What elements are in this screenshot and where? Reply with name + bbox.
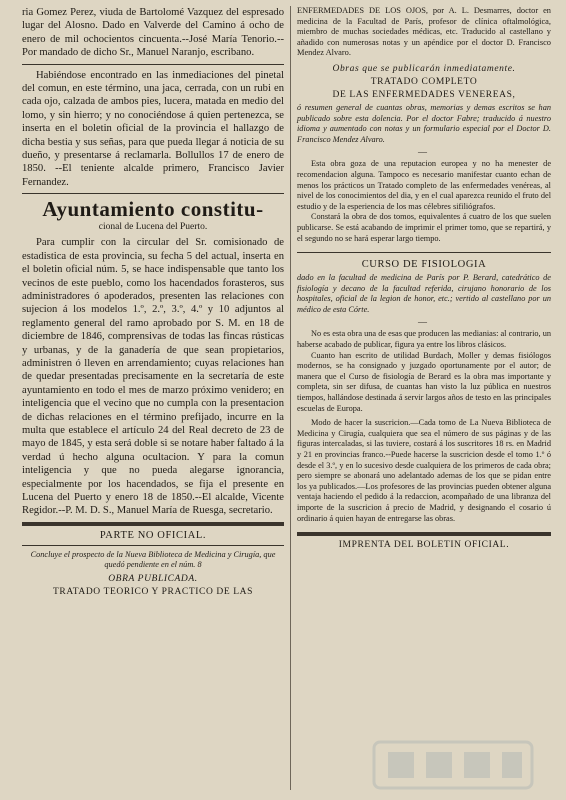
venereas-description: ó resumen general de cuantas obras, memorias y demas escritos se han publicado sobre esta dolencia. Por el doctor Fabre; traducido á nuestro idioma y aumentado con notas y un formulario especial por el Doctor D. Francisco Mendez Alvaro. [297, 102, 551, 144]
ayuntamiento-heading: Ayuntamiento constitu- [42, 197, 264, 222]
obras-se-publicaran: Obras que se publicarán inmediatamente. [332, 63, 516, 74]
divider [22, 193, 284, 194]
small-rule: — [418, 317, 430, 328]
divider [22, 64, 284, 65]
paragraph-constara: Constará la obra de dos tomos, equivalentes á cuatro de los que suelen publicarse. Se está acabando de imprimir el primer tomo, que se repartirá, y el segundo no se hará esperar largo tiempo. [297, 212, 551, 243]
paragraph-cuanto: Cuanto han escrito de utilidad Burdach, Moller y demas fisiólogos modernos, se ha consignado y juzgado oportunamente por el autor; de manera que el Curso de fisiología de Berard es la obra mas importante y completa, sin ser difusa, de cuantas han visto la luz pública en nuestros tiempos, hallándose destinada á servir largos años de testo en las principales escuelas de Europa. [297, 350, 551, 413]
curso-description: dado en la facultad de medicina de París por P. Berard, catedrático de fisiología y decano de la facultad referida, cirujano honorario de los hospitales, oficial de la legion de honor, etc.; vertido al castellano por un médico de esta Córte. [297, 273, 551, 314]
double-divider [297, 532, 551, 536]
right-column [297, 6, 551, 792]
tratado-teorico-heading: TRATADO TEORICO Y PRACTICO DE LAS [53, 587, 253, 597]
enfermedades-venereas-heading: DE LAS ENFERMEDADES VENEREAS, [332, 89, 516, 100]
left-column [22, 6, 284, 792]
ayuntamiento-subheading: cional de Lucena del Puerto. [98, 222, 208, 233]
parte-no-oficial-heading: PARTE NO OFICIAL. [99, 529, 207, 541]
notice-lucena: Para cumplir con la circular del Sr. comisionado de estadistica de esta provincia, su fecha 5 del actual, inserta en el boletin oficial núm. 5, se hace indispensable que tanto los vecinos de este pueblo, como los hacendados forasteros, sus administradores ó apoderados, presenten las relaciones con sujecion á los modelos 1.º, 2.º, 3.º, 4.º y 10 adjuntos al reglamento general del ramo aprobado por S. M. en 18 de diciembre de 1846, comprensivas de todas las fincas rústicas y urbanas, y de la ganadería de que sean propietarios, administren ó lleven en arrendamiento; cuyas relaciones han de quedar presentadas precisamente en la secretaría de este ayuntamiento en todo el mes de marzo próximo venidero; en inteligencia que el vecino que no cumpla con la presentacion de dichas relaciones en el término prefijado, incurre en la multa que establece el artículo 24 del Real decreto de 23 de mayo de 1845, y esta será doble si se notare haber faltado á la verdad ú hecho alguna ocultacion. Y para la comun inteligencia y que no pueda alegarse ignorancia, especialmente por los hacendados, se fija el presente en Lucena del Puerto y enero 18 de 1850.--El alcalde, Vicente Regidor.--P. M. D. S., Manuel María de Ruesga, secretario. [22, 237, 284, 517]
double-divider [22, 522, 284, 526]
paragraph-esta-obra: Esta obra goza de una reputacion europea y no ha menester de recomendacion alguna. Tampoco es necesario manifestar cuanto echan de menos los prácticos un Tratado completo de las enfermedades venéreas, al nivel de los conocimientos del dia, y en el cual aparezca reunido el fruto del estudio y de la esperiencia de los mas célebres sifiliógrafos. [297, 159, 551, 211]
imprenta-footer: IMPRENTA DEL BOLETIN OFICIAL. [338, 540, 510, 551]
concluye-note: Concluye el prospecto de la Nueva Biblioteca de Medicina y Cirugía, que quedó pendiente en el núm. 8 [30, 549, 276, 570]
divider [297, 252, 551, 253]
divider [22, 545, 284, 546]
notice-bollullos: Habiéndose encontrado en las inmediaciones del pinetal del comun, en este término, una jaca, cerrada, con un rubi en cada ojo, calzada de ambos pies, lucera, matada en medio del lomo, y sin hierro; y no conociéndose á quien pertenezca, se inserta en el boletin oficial de la provincia el hallazgo de dicha bestia y sus señas, para que pueda llegar á noticia de su dueño, y presentarse á reclamarla. Bollullos 17 de enero de 1850. --El teniente alcalde primero, Francisco Javier Fernandez. [22, 69, 284, 188]
tratado-completo-heading: TRATADO COMPLETO [370, 76, 478, 87]
paragraph-modo: Modo de hacer la suscricion.—Cada tomo de La Nueva Biblioteca de Medicina y Cirugía, cualquiera que sea el número de sus páginas y de las figuras intercaladas, si las tuviere, costará á los suscritores 18 rs. en Madrid y 21 en provincias franco.--Puede hacerse la suscricion desde el tomo 1.º ó desde el 3.º, y en lo sucesivo desde cualquiera de los primeros de cada obra; pero siempre se abonará uno adelantado ademas de los que se pidan entre los ya publicados.—Los profesores de las provincias pueden obtener alguna ventaja haciendo el pedido á la redaccion, acompañado de una libranza del importe de la suscricion á precio de Madrid, y designando el cosario ú ordinario á quien hayan de entregarse las obras. [297, 418, 551, 523]
notice-valverde-end: ria Gomez Perez, viuda de Bartolomé Vazquez del espresado lugar del Alosno. Dado en Valverde del Camino á ocho de enero de mil ochocientos cincuenta.--José María Tenorio.--Por mandado de dicho Sr., Manuel Naranjo, escribano. [22, 7, 284, 59]
curso-fisiologia-heading: CURSO DE FISIOLOGIA [361, 259, 487, 271]
small-rule: — [418, 147, 430, 158]
obra-publicada-heading: OBRA PUBLICADA. [108, 574, 198, 584]
enfermedades-ojos-title: ENFERMEDADES DE LOS OJOS, por A. L. Desmarres, doctor en medicina de la Facultad de París, profesor de clínica oftalmológica, miembro de muchas sociedades médicas, etc. Traducido al castellano y añadido con numerosas notas y un apéndice por el doctor D. Francisco Mendez Alvaro. [297, 6, 551, 58]
column-rule [290, 6, 291, 790]
paragraph-no-es: No es esta obra una de esas que producen las medianias: al contrario, un haberse acabado de publicar, figura ya entre los libros clásicos. [297, 329, 551, 350]
